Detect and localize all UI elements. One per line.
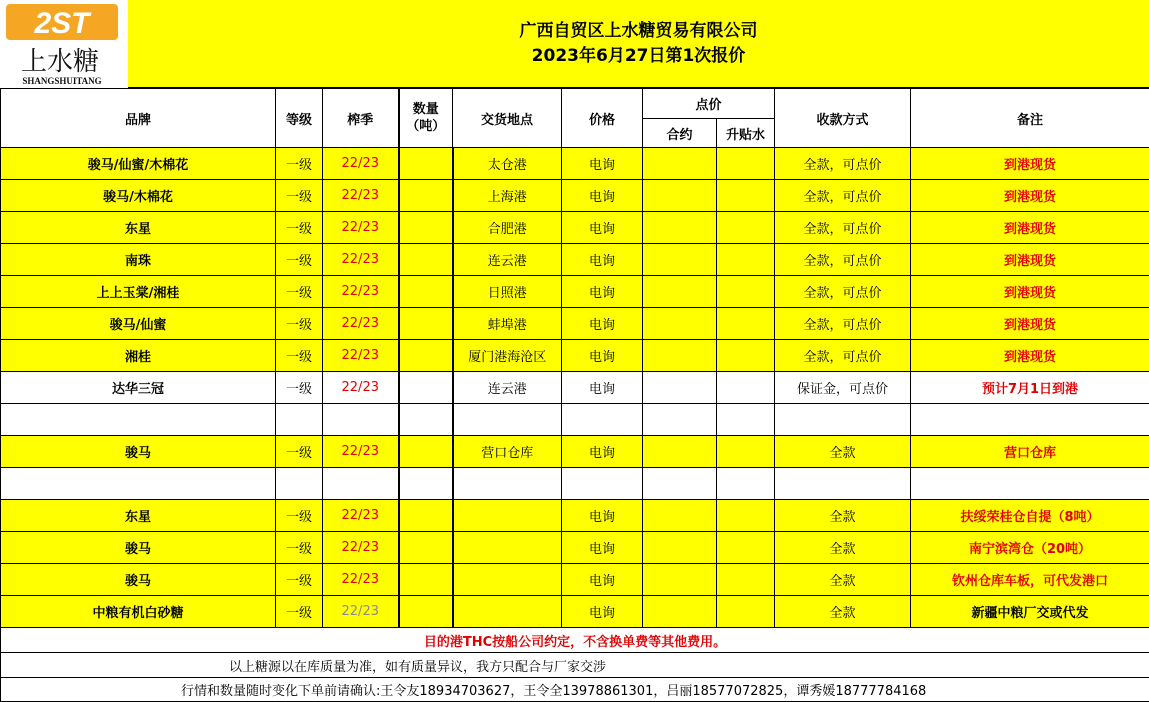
cell-contract [643, 372, 717, 404]
header-note: 备注 [911, 89, 1149, 148]
table-row [1, 308, 1149, 340]
cell-contract [643, 244, 717, 276]
cell-note: 扶绥荣桂仓自提（8吨） [911, 500, 1149, 532]
table-row [1, 468, 1149, 500]
cell-place: 太仓港 [453, 148, 562, 180]
cell-payment: 全款，可点价 [775, 308, 911, 340]
footer-quality-note: 以上糖源以在库质量为准，如有质量异议，我方只配合与厂家交涉 [1, 653, 1149, 678]
company-title: 广西自贸区上水糖贸易有限公司 [520, 19, 758, 44]
cell-qty [399, 564, 453, 596]
cell-qty [399, 340, 453, 372]
cell-season: 22/23 [323, 276, 399, 308]
cell-note: 钦州仓库车板，可代发港口 [911, 564, 1149, 596]
cell-grade: 一级 [276, 596, 323, 628]
cell-place: 合肥港 [453, 212, 562, 244]
table-row [1, 404, 1149, 436]
table-row [1, 500, 1149, 532]
cell-qty [399, 244, 453, 276]
cell-payment: 全款，可点价 [775, 148, 911, 180]
cell-season: 22/23 [323, 180, 399, 212]
header-payment: 收款方式 [775, 89, 911, 148]
cell-qty [399, 308, 453, 340]
cell-place [453, 468, 562, 500]
cell-contract [643, 212, 717, 244]
cell-payment: 全款，可点价 [775, 180, 911, 212]
cell-payment: 全款，可点价 [775, 212, 911, 244]
cell-brand: 上上玉棠/湘桂 [1, 276, 276, 308]
cell-grade: 一级 [276, 340, 323, 372]
cell-place: 连云港 [453, 244, 562, 276]
cell-place [453, 596, 562, 628]
cell-premium [717, 276, 775, 308]
cell-brand: 达华三冠 [1, 372, 276, 404]
table-row [1, 340, 1149, 372]
header-grade: 等级 [276, 89, 323, 148]
cell-price: 电询 [562, 372, 643, 404]
cell-place: 厦门港海沧区 [453, 340, 562, 372]
table-row [1, 276, 1149, 308]
cell-qty [399, 180, 453, 212]
cell-place: 日照港 [453, 276, 562, 308]
cell-season [323, 468, 399, 500]
cell-place: 蚌埠港 [453, 308, 562, 340]
cell-grade: 一级 [276, 180, 323, 212]
cell-qty [399, 372, 453, 404]
cell-season: 22/23 [323, 340, 399, 372]
cell-place: 连云港 [453, 372, 562, 404]
cell-premium [717, 340, 775, 372]
cell-contract [643, 276, 717, 308]
table-row [1, 532, 1149, 564]
cell-season: 22/23 [323, 148, 399, 180]
quote-title: 2023年6月27日第1次报价 [532, 44, 746, 69]
table-row [1, 244, 1149, 276]
table-row [1, 180, 1149, 212]
cell-qty [399, 596, 453, 628]
cell-contract [643, 564, 717, 596]
cell-note: 预计7月1日到港 [911, 372, 1149, 404]
cell-note [911, 468, 1149, 500]
cell-grade: 一级 [276, 308, 323, 340]
cell-qty [399, 532, 453, 564]
cell-grade: 一级 [276, 564, 323, 596]
cell-premium [717, 372, 775, 404]
cell-grade: 一级 [276, 276, 323, 308]
cell-brand: 骏马/仙蜜/木棉花 [1, 148, 276, 180]
cell-note: 到港现货 [911, 340, 1149, 372]
cell-payment: 全款 [775, 564, 911, 596]
cell-price: 电询 [562, 276, 643, 308]
cell-payment: 全款，可点价 [775, 276, 911, 308]
cell-premium [717, 404, 775, 436]
cell-price: 电询 [562, 180, 643, 212]
cell-brand: 骏马 [1, 532, 276, 564]
cell-contract [643, 596, 717, 628]
cell-price: 电询 [562, 436, 643, 468]
cell-payment [775, 404, 911, 436]
header-premium: 升贴水 [717, 119, 775, 148]
cell-payment: 全款 [775, 596, 911, 628]
cell-brand [1, 404, 276, 436]
cell-note [911, 404, 1149, 436]
cell-season: 22/23 [323, 564, 399, 596]
logo-mark: 2ST [33, 7, 92, 40]
cell-note: 南宁滨湾仓（20吨） [911, 532, 1149, 564]
cell-brand: 骏马 [1, 436, 276, 468]
cell-season: 22/23 [323, 596, 399, 628]
cell-premium [717, 564, 775, 596]
logo-name: 上水糖 [21, 47, 99, 77]
cell-season: 22/23 [323, 436, 399, 468]
sheet-header [128, 0, 1149, 88]
cell-note: 到港现货 [911, 212, 1149, 244]
cell-season: 22/23 [323, 532, 399, 564]
cell-brand: 骏马/木棉花 [1, 180, 276, 212]
logo-pinyin: SHANGSHUITANG [22, 76, 101, 86]
cell-place [453, 532, 562, 564]
header-contract: 合约 [643, 119, 717, 148]
cell-payment: 全款，可点价 [775, 244, 911, 276]
cell-premium [717, 436, 775, 468]
cell-payment: 全款 [775, 532, 911, 564]
cell-payment [775, 468, 911, 500]
cell-price: 电询 [562, 308, 643, 340]
quote-table [0, 88, 1149, 702]
cell-contract [643, 532, 717, 564]
header-points: 点价 [643, 89, 775, 119]
cell-place [453, 500, 562, 532]
table-row [1, 372, 1149, 404]
header-season: 榨季 [323, 89, 399, 148]
cell-qty [399, 276, 453, 308]
cell-premium [717, 148, 775, 180]
cell-grade: 一级 [276, 436, 323, 468]
cell-place [453, 564, 562, 596]
cell-premium [717, 468, 775, 500]
cell-grade: 一级 [276, 244, 323, 276]
cell-price [562, 468, 643, 500]
header-brand: 品牌 [1, 89, 276, 148]
cell-grade: 一级 [276, 212, 323, 244]
cell-brand: 东星 [1, 500, 276, 532]
logo-graphic [0, 0, 128, 88]
cell-contract [643, 500, 717, 532]
cell-premium [717, 180, 775, 212]
cell-season: 22/23 [323, 244, 399, 276]
cell-note: 到港现货 [911, 244, 1149, 276]
cell-premium [717, 532, 775, 564]
cell-brand: 骏马 [1, 564, 276, 596]
cell-price: 电询 [562, 532, 643, 564]
cell-premium [717, 244, 775, 276]
cell-brand: 南珠 [1, 244, 276, 276]
header-qty: 数量（吨） [399, 89, 453, 148]
cell-grade [276, 404, 323, 436]
table-row [1, 436, 1149, 468]
cell-grade [276, 468, 323, 500]
cell-payment: 全款 [775, 436, 911, 468]
cell-price: 电询 [562, 564, 643, 596]
company-logo [0, 0, 128, 88]
cell-qty [399, 212, 453, 244]
cell-contract [643, 180, 717, 212]
cell-premium [717, 308, 775, 340]
cell-note: 新疆中粮厂交或代发 [911, 596, 1149, 628]
cell-qty [399, 468, 453, 500]
cell-contract [643, 340, 717, 372]
cell-season: 22/23 [323, 212, 399, 244]
cell-place: 上海港 [453, 180, 562, 212]
cell-note: 营口仓库 [911, 436, 1149, 468]
cell-grade: 一级 [276, 148, 323, 180]
cell-place: 营口仓库 [453, 436, 562, 468]
cell-price: 电询 [562, 500, 643, 532]
cell-grade: 一级 [276, 532, 323, 564]
cell-note: 到港现货 [911, 308, 1149, 340]
table-row [1, 148, 1149, 180]
cell-season: 22/23 [323, 500, 399, 532]
cell-payment: 全款，可点价 [775, 340, 911, 372]
footer-contact-note: 行情和数量随时变化下单前请确认:王令友18934703627，王令全13978861301，吕丽18577072825，谭秀媛18777784168 [1, 678, 1149, 702]
cell-price: 电询 [562, 244, 643, 276]
cell-brand [1, 468, 276, 500]
cell-brand: 中粮有机白砂糖 [1, 596, 276, 628]
cell-grade: 一级 [276, 500, 323, 532]
cell-payment: 全款 [775, 500, 911, 532]
cell-price [562, 404, 643, 436]
cell-note: 到港现货 [911, 180, 1149, 212]
header-price: 价格 [562, 89, 643, 148]
table-row [1, 564, 1149, 596]
cell-contract [643, 436, 717, 468]
cell-contract [643, 404, 717, 436]
cell-payment: 保证金，可点价 [775, 372, 911, 404]
cell-price: 电询 [562, 596, 643, 628]
footer-thc-note: 目的港THC按船公司约定，不含换单费等其他费用。 [1, 628, 1149, 653]
cell-premium [717, 596, 775, 628]
header-place: 交货地点 [453, 89, 562, 148]
cell-brand: 湘桂 [1, 340, 276, 372]
cell-price: 电询 [562, 148, 643, 180]
cell-contract [643, 468, 717, 500]
cell-qty [399, 148, 453, 180]
cell-qty [399, 436, 453, 468]
cell-grade: 一级 [276, 372, 323, 404]
cell-season: 22/23 [323, 308, 399, 340]
cell-season: 22/23 [323, 372, 399, 404]
cell-brand: 东星 [1, 212, 276, 244]
cell-premium [717, 212, 775, 244]
cell-price: 电询 [562, 340, 643, 372]
table-row [1, 596, 1149, 628]
cell-note: 到港现货 [911, 276, 1149, 308]
cell-qty [399, 404, 453, 436]
cell-season [323, 404, 399, 436]
cell-note: 到港现货 [911, 148, 1149, 180]
cell-price: 电询 [562, 212, 643, 244]
cell-place [453, 404, 562, 436]
table-row [1, 212, 1149, 244]
cell-premium [717, 500, 775, 532]
cell-contract [643, 148, 717, 180]
cell-brand: 骏马/仙蜜 [1, 308, 276, 340]
cell-contract [643, 308, 717, 340]
cell-qty [399, 500, 453, 532]
